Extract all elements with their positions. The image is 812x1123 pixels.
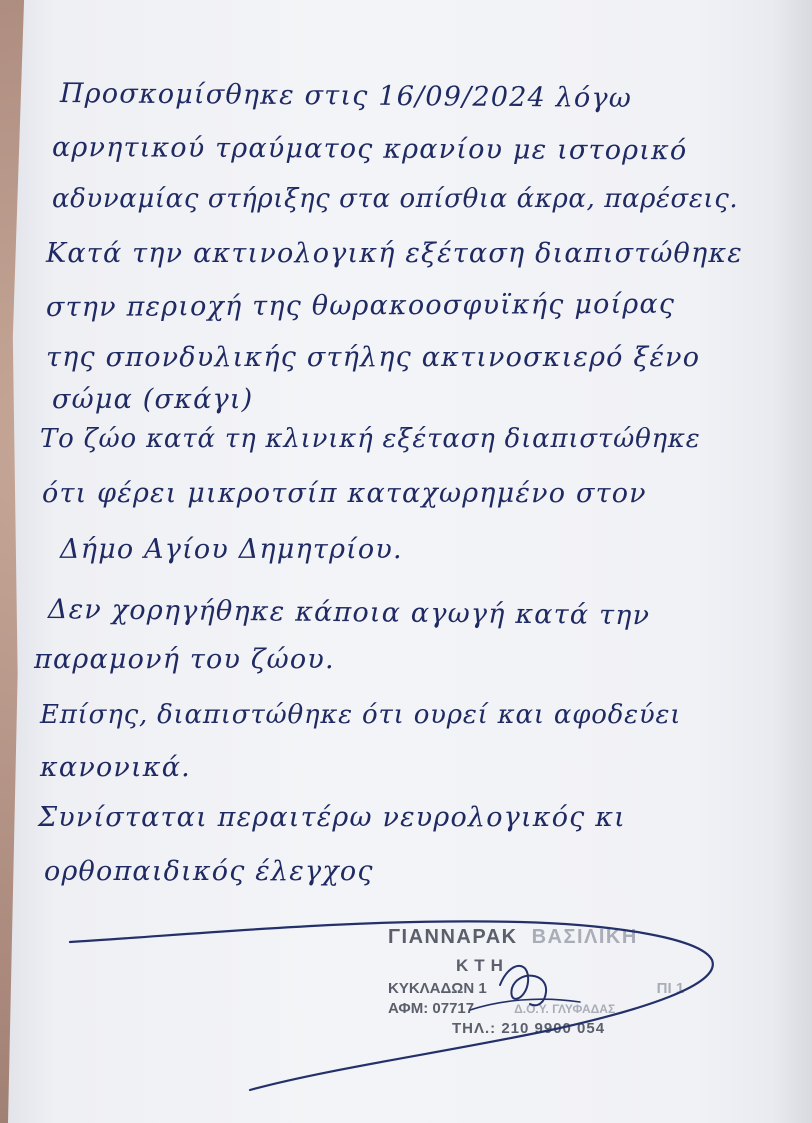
stamp-phone: ΤΗΛ.: 210 9900 054 <box>452 1020 606 1037</box>
letter-line-16: ορθοπαιδικός έλεγχος <box>44 856 374 887</box>
letter-line-9: ότι φέρει μικροτσίπ καταχωρημένο στον <box>42 478 647 509</box>
stamp-name-faded: ΒΑΣΙΛΙΚΗ <box>531 926 638 948</box>
stamp-address-visible: ΚΥΚΛΑΔΩΝ 1 <box>388 980 487 997</box>
letter-line-7: σώμα (σκάγι) <box>52 384 254 415</box>
letter-line-10: Δήμο Αγίου Δημητρίου. <box>60 534 403 565</box>
letter-line-11: Δεν χορηγήθηκε κάποια αγωγή κατά την <box>47 594 651 632</box>
letter-line-14: κανονικά. <box>40 752 191 783</box>
signature-underline <box>70 921 713 1090</box>
stamp-afm-visible: ΑΦΜ: 07717 <box>388 1000 475 1017</box>
letter-line-15: Συνίσταται περαιτέρω νευρολογικός κι <box>38 802 626 833</box>
stamp-name-visible: ΓΙΑΝΝΑΡΑΚ <box>388 926 518 948</box>
stamp-line-2: ΚΤΗ <box>456 956 509 975</box>
letter-line-6: της σπονδυλικής στήλης ακτινοσκιερό ξένο <box>46 342 701 373</box>
letter-line-4: Κατά την ακτινολογική εξέταση διαπιστώθηκε <box>46 238 743 269</box>
letter-line-1: Προσκομίσθηκε στις 16/09/2024 λόγω <box>59 78 633 114</box>
letter-line-2: αρνητικού τραύματος κρανίου με ιστορικό <box>51 132 688 167</box>
signature-stroke-2 <box>470 999 580 1010</box>
letter-line-8: Το ζώο κατά τη κλινική εξέταση διαπιστώθηκε <box>40 424 701 454</box>
letter-line-3: αδυναμίας στήριξης στα οπίσθια άκρα, παρέσεις. <box>52 184 739 214</box>
stamp-afm-faded: Δ.Ο.Υ. ΓΛΥΦΑΔΑΣ <box>514 1002 616 1016</box>
letter-line-13: Επίσης, διαπιστώθηκε ότι ουρεί και αφοδεύει <box>40 700 682 730</box>
letter-line-5: στην περιοχή της θωρακοοσφυϊκής μοίρας <box>45 288 676 323</box>
stamp-address-faded: ΠΙ 1 <box>656 980 685 997</box>
letter-line-12: παραμονή του ζώου. <box>34 644 335 675</box>
